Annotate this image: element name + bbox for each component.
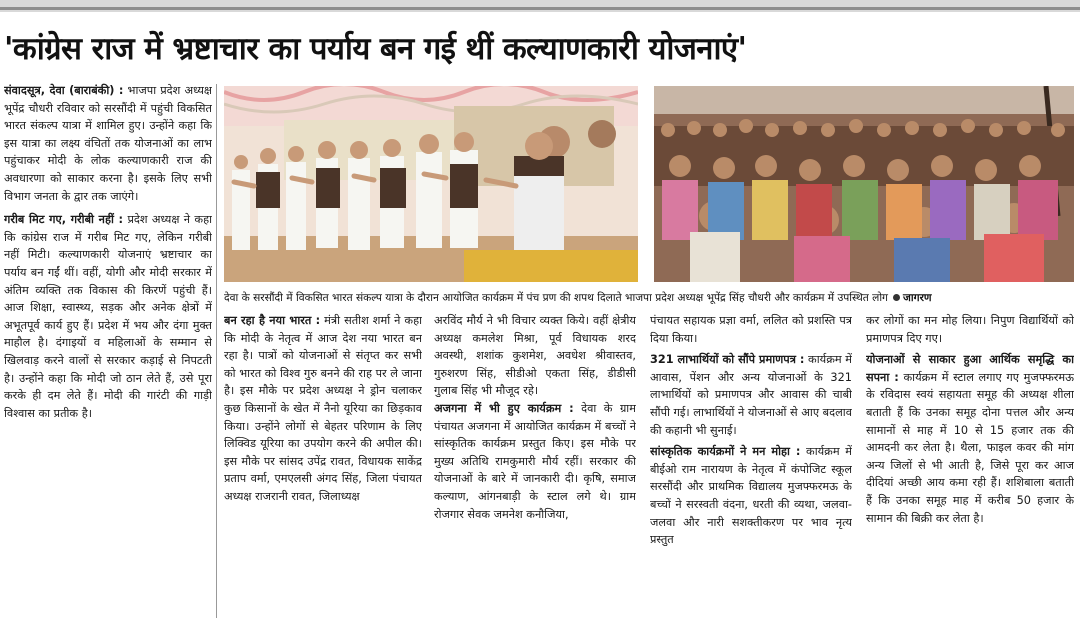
- photo-stage-oath: [224, 86, 638, 282]
- paragraph-cultural: [650, 443, 852, 549]
- paragraph-certificate: पंचायत सहायक प्रज्ञा वर्मा, ललित को प्रशस्ति पत्र दिया किया।: [650, 314, 852, 345]
- subhead-poverty: गरीब मिट गए, गरीबी नहीं :: [4, 213, 124, 227]
- text-cultural: कार्यक्रम में बीईओ राम नारायण के नेतृत्व में कंपोजिट स्कूल सरसौंदी और प्राथमिक विद्यालय मुजफ्फरमऊ के बच्चों ने सरस्वती वंदना, धरती की व्यथा, जलवा-जलवा और नारी सशक्तीकरण पर भाव नृत्य प्रस्तुत: [650, 445, 852, 547]
- crowd-photo-illustration: [654, 86, 1074, 282]
- column-divider: [216, 84, 217, 618]
- subhead-cultural: सांस्कृतिक कार्यक्रमों ने मन मोहा :: [650, 445, 801, 459]
- paragraph-ajgana: [434, 400, 636, 523]
- dateline: संवादसूत्र, देवा (बाराबंकी) :: [4, 84, 124, 97]
- paragraph-poverty: [4, 211, 212, 422]
- subhead-ajgana: अजगना में भी हुए कार्यक्रम :: [434, 401, 574, 415]
- subhead-beneficiaries: 321 लाभार्थियों को सौंपे प्रमाणपत्र :: [650, 353, 805, 367]
- subhead-prosperity: योजनाओं से साकार हुआ आर्थिक समृद्धि का सपना :: [866, 353, 1074, 384]
- top-stripe: [0, 7, 1080, 10]
- text-new-india: मंत्री सतीश शर्मा ने कहा कि मोदी के नेतृत्व में आज देश नया भारत बन रहा है। पात्रों को योजनाओं से संतृप्त कर सभी को भारत को विश्व गुरु बनने की राह पर ले जाना है। इस मौके पर प्रदेश अध्यक्ष ने ड्रोन चलाकर कुछ किसानों के खेत में नैनो यूरिया का छिड़काव किया। उन्होंने लोगों से बेहतर परिणाम के लिए लिक्विड यूरिया का उपयोग करने की अपील की। इस मौके पर सांसद उपेंद्र रावत, विधायक साकेंद्र प्रताप वर्मा, एमएलसी अंगद सिंह, जिला पंचायत अध्यक्ष राजरानी रावत, जिलाध्यक्ष: [224, 314, 422, 503]
- page-top-bar: [0, 0, 1080, 12]
- headline: 'कांग्रेस राज में भ्रष्टाचार का पर्याय बन गई थीं कल्याणकारी योजनाएं': [4, 31, 747, 67]
- article-column-1: [4, 82, 212, 622]
- paragraph-prosperity: [866, 351, 1074, 527]
- intro-text: भाजपा प्रदेश अध्यक्ष भूपेंद्र चौधरी रविवार को सरसौंदी में पहुंची विकसित भारत संकल्प यात्रा में शामिल हुए। उन्होंने कहा कि इस यात्रा का लक्ष्य वंचितों तक योजनाओं का लाभ पहुंचाकर मोदी के लोक कल्याणकारी राज की अवधारणा को साकार करना है। इसके लिए सभी विभाग जनता के द्वार तक जाएंगे।: [4, 84, 212, 203]
- article-column-5: [866, 312, 1074, 622]
- photo-crowd: [654, 86, 1074, 282]
- photo-caption: [224, 288, 1074, 308]
- text-ajgana: देवा के ग्राम पंचायत अजगना में आयोजित कार्यक्रम में बच्चों ने सांस्कृतिक कार्यक्रम प्रस्तुत किए। इस मौके पर मुख्य अतिथि रामकुमारी मौर्य रहीं। सरकार की योजनाओं के बारे में जानकारी दी। कृषि, समाज कल्याण, आंगनबाड़ी के स्टाल लगे थे। ग्राम रोजगार सेवक जमनेश कनौजिया,: [434, 401, 636, 521]
- credit-dot-icon: [893, 294, 900, 301]
- paragraph-attendees: अरविंद मौर्य ने भी विचार व्यक्त किये। वहीं क्षेत्रीय अध्यक्ष कमलेश मिश्रा, पूर्व विधायक शरद अवस्थी, शशांक कुशमेश, अवधेश श्रीवास्तव, गुरुशरण सिंह, सीडीओ एकता सिंह, डीडीसी गुलाब सिंह भी मौजूद रहे।: [434, 314, 636, 398]
- text-prosperity: कार्यक्रम में स्टाल लगाए गए मुजफ्फरमऊ के रविदास स्वयं सहायता समूह की अध्यक्ष शीला बताती हैं कि उनका समूह दोना पत्तल और अन्य सामानों से माह में 10 से 15 हजार तक की आमदनी कर लेता है। थैला, फाइल कवर की मांग अन्य जिलों से भी आती है, जिसे पूरा कर आज दीदियां अच्छी आय कमा रही हैं। शशिबाला बताती हैं कि उनका समूह माह में करीब 50 हजार के सामान की बिक्री कर लेता है।: [866, 370, 1074, 525]
- stage-photo-illustration: [224, 86, 638, 282]
- paragraph-beneficiaries: [650, 351, 852, 439]
- article-column-2: [224, 312, 422, 622]
- text-beneficiaries: कार्यक्रम में आवास, पेंशन और अन्य योजनाओं के 321 लाभार्थियों को प्रमाणपत्र और आवास की चाबी सौंपी गई। लाभार्थियों ने योजनाओं से आए बदलाव की कहानी भी सुनाई।: [650, 353, 852, 437]
- subhead-new-india: बन रहा है नया भारत :: [224, 314, 321, 327]
- intro-paragraph: [4, 82, 212, 205]
- photo-credit: जागरण: [903, 292, 932, 304]
- paragraph-nipun: कर लोगों का मन मोह लिया। निपुण विद्यार्थियों को प्रमाणपत्र दिए गए।: [866, 314, 1074, 345]
- paragraph-new-india: [224, 312, 422, 506]
- text-poverty: प्रदेश अध्यक्ष ने कहा कि कांग्रेस राज में गरीब मिट गए, लेकिन गरीबी नहीं मिटी। कल्याणकारी योजनाएं भ्रष्टाचार का पर्याय बन गईं थीं। वहीं, योगी और मोदी सरकार में अंतिम व्यक्ति तक विकास की किरणें पहुंची हैं। आज शिक्षा, स्वास्थ्य, सड़क और अनेक क्षेत्रों में अभूतपूर्व कार्य हुए हैं। प्रदेश में भय और दंगा मुक्त माहौल है। दंगाइयों व महिलाओं के सम्मान से खिलवाड़ करने वालों से सरकार कड़ाई से निपटती है। उन्होंने कहा कि मोदी जो ठान लेते हैं, उसे पूरा करके ही दम लेते हैं। मोदी की गारंटी की गाड़ी विश्वास का प्रतीक है।: [4, 213, 212, 420]
- article-column-3: [434, 312, 636, 622]
- caption-text: देवा के सरसौंदी में विकसित भारत संकल्प यात्रा के दौरान आयोजित कार्यक्रम में पंच प्रण की शपथ दिलाते भाजपा प्रदेश अध्यक्ष भूपेंद्र सिंह चौधरी और कार्यक्रम में उपस्थित लोग: [224, 292, 889, 304]
- article-column-4: [650, 312, 852, 622]
